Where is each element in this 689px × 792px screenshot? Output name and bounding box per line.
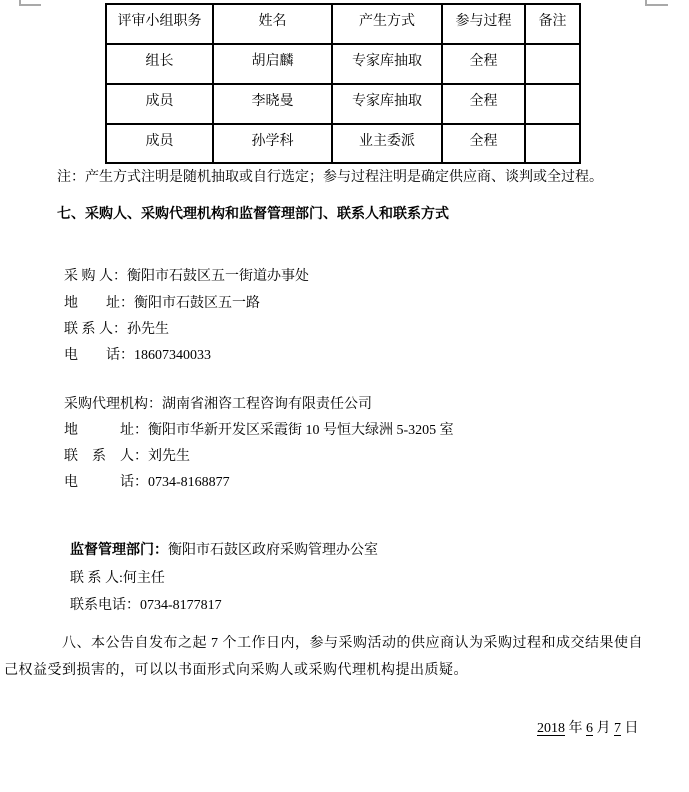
supervisor-phone-line — [63, 579, 222, 615]
section8-line-2: 己权益受到损害的，可以以书面形式向采购人或采购代理机构提出质疑。 — [4, 663, 468, 678]
cell-role: 组长 — [106, 44, 213, 84]
header-cell-method: 产生方式 — [332, 4, 442, 44]
header-cell-name: 姓名 — [213, 4, 332, 44]
supervisor-phone-value: 0734-8177817 — [140, 598, 222, 613]
table-note: 注：产生方式注明是随机抽取或自行选定；参与过程注明是确定供应商、谈判或全过程。 — [57, 170, 603, 185]
purchaser-address-value: 衡阳市石鼓区五一路 — [134, 296, 260, 311]
purchaser-phone-label: 电 话： — [64, 348, 134, 363]
cell-method: 业主委派 — [332, 124, 442, 163]
supervisor-name-label: 监督管理部门： — [70, 543, 168, 558]
date-year-label: 年 — [565, 721, 586, 736]
supervisor-contact-label: 联 系 人: — [70, 571, 123, 586]
purchaser-address-label: 地 址： — [64, 296, 134, 311]
date-day: 7 — [614, 721, 621, 736]
agency-phone-label: 电 话： — [64, 475, 148, 490]
cell-process: 全程 — [442, 84, 525, 124]
table-row — [106, 44, 580, 84]
date-line — [530, 702, 639, 738]
agency-phone-line — [57, 456, 230, 492]
cell-remark — [525, 124, 580, 163]
supervisor-contact-value: 何主任 — [122, 571, 165, 586]
date-day-label: 日 — [621, 721, 639, 736]
purchaser-contact-value: 孙先生 — [127, 322, 169, 337]
agency-contact-label: 联 系 人： — [64, 449, 148, 464]
agency-phone-value: 0734-8168877 — [148, 475, 230, 490]
agency-address-label: 地 址： — [64, 423, 148, 438]
text-boundary-mark-right-vertical — [645, 0, 647, 6]
agency-address-value: 衡阳市华新开发区采霞街 10 号恒大绿洲 5-3205 室 — [148, 423, 454, 438]
section8-line-1: 八、本公告自发布之起 7 个工作日内，参与采购活动的供应商认为采购过程和成交结果使自 — [62, 636, 643, 651]
purchaser-name-label: 采 购 人： — [64, 269, 127, 284]
table-header-row — [106, 4, 580, 44]
text-boundary-mark-left-vertical — [19, 0, 21, 6]
cell-process: 全程 — [442, 124, 525, 163]
purchaser-phone-value: 18607340033 — [134, 348, 211, 363]
date-month-label: 月 — [593, 721, 614, 736]
cell-role: 成员 — [106, 124, 213, 163]
cell-method: 专家库抽取 — [332, 44, 442, 84]
cell-role: 成员 — [106, 84, 213, 124]
date-month: 6 — [586, 721, 593, 736]
agency-name-value: 湖南省湘咨工程咨询有限责任公司 — [162, 397, 372, 412]
purchaser-phone-line — [57, 329, 211, 365]
review-group-table — [105, 3, 581, 164]
table-row — [106, 84, 580, 124]
cell-remark — [525, 44, 580, 84]
cell-name: 胡启麟 — [213, 44, 332, 84]
text-boundary-mark-right-horizontal — [645, 4, 668, 6]
purchaser-contact-label: 联 系 人： — [64, 322, 127, 337]
supervisor-phone-label: 联系电话： — [70, 598, 140, 613]
supervisor-name-value: 衡阳市石鼓区政府采购管理办公室 — [168, 543, 378, 558]
cell-method: 专家库抽取 — [332, 84, 442, 124]
header-cell-remark: 备注 — [525, 4, 580, 44]
text-boundary-mark-left-horizontal — [19, 4, 41, 6]
cell-name: 李晓曼 — [213, 84, 332, 124]
agency-contact-value: 刘先生 — [148, 449, 190, 464]
cell-name: 孙学科 — [213, 124, 332, 163]
section7-heading: 七、采购人、采购代理机构和监督管理部门、联系人和联系方式 — [57, 207, 449, 222]
header-cell-process: 参与过程 — [442, 4, 525, 44]
cell-process: 全程 — [442, 44, 525, 84]
table-row — [106, 124, 580, 163]
cell-remark — [525, 84, 580, 124]
purchaser-name-value: 衡阳市石鼓区五一街道办事处 — [127, 269, 309, 284]
header-cell-role: 评审小组职务 — [106, 4, 213, 44]
agency-name-label: 采购代理机构： — [64, 397, 162, 412]
date-year: 2018 — [537, 721, 565, 736]
